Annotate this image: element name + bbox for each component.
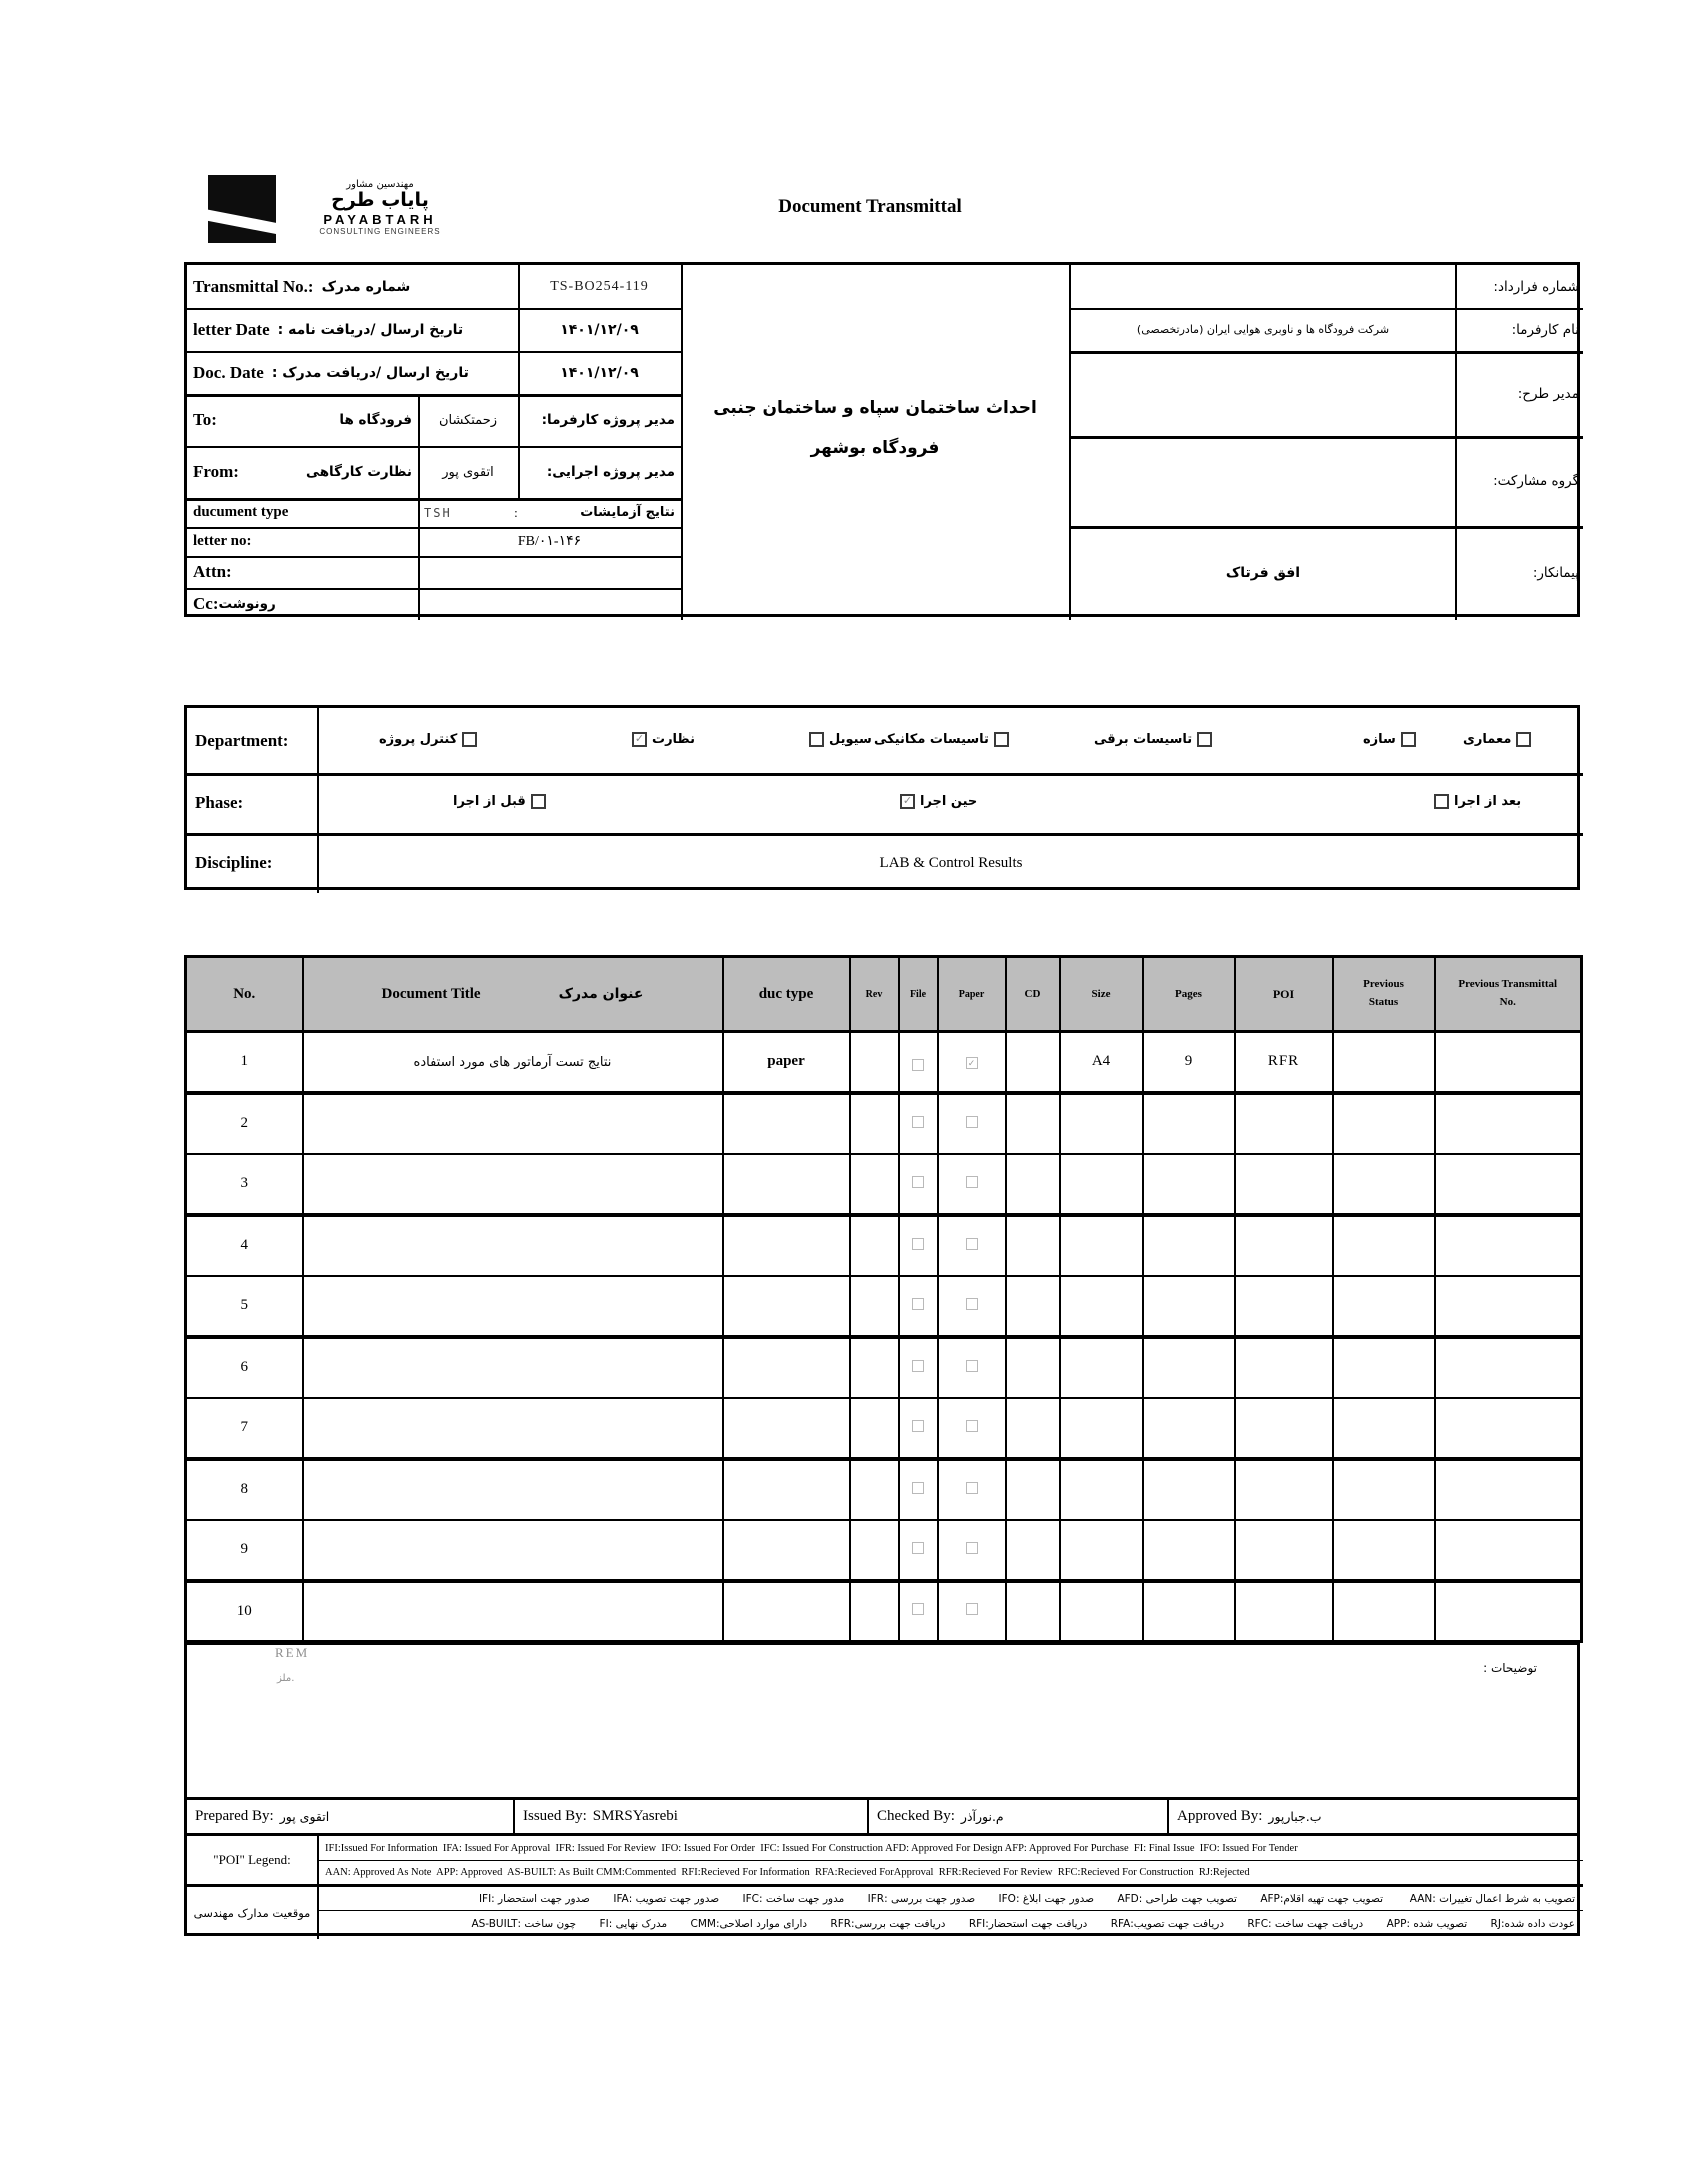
file-checkbox[interactable] (912, 1059, 924, 1071)
checkbox[interactable] (1516, 732, 1531, 747)
paper-checkbox[interactable]: ✓ (966, 1057, 978, 1069)
col-title: Document Title عنوان مدرک (303, 957, 723, 1032)
company-logo (208, 175, 488, 253)
file-checkbox[interactable] (912, 1176, 924, 1188)
row-no: 4 (186, 1215, 303, 1276)
poi-legend (184, 1833, 1580, 1936)
legend-fa-line-2: عودت داده شده:RJ تصویب شده :APP دریافت جهت ساخت :RFC دریافت جهت تصویب:RFA دریافت جهت استحضار:RFI دریافت جهت بررسی:RFR دارای موارد اصلاحی:CMM مدرک نهایی :FI چون ساخت :AS-BUILT (471, 1917, 1575, 1930)
paper-checkbox[interactable] (966, 1116, 978, 1128)
jv-group-label: گروه مشارکت: (1493, 473, 1579, 489)
col-cd: CD (1006, 957, 1060, 1032)
row-no: 5 (186, 1276, 303, 1337)
logo-mark (208, 175, 276, 243)
col-pages: Pages (1143, 957, 1235, 1032)
table-row (186, 1398, 1582, 1459)
checkbox[interactable] (809, 732, 824, 747)
to-cell: To: فرودگاه ها (193, 410, 412, 429)
row-no: 10 (186, 1581, 303, 1642)
paper-checkbox[interactable] (966, 1238, 978, 1250)
file-checkbox[interactable] (912, 1238, 924, 1250)
department-option-control-project: کنترل پروژه (379, 732, 477, 747)
legend-fa-line-1: تصویب به شرط اعمال تغییرات :AAN تصویب جهت تهیه اقلام:AFP تصویب جهت طراحی :AFD صدور جهت ابلاغ :IFO صدور جهت بررسی :IFR مدور جهت ساخت :IFC صدور جهت تصویب :IFA صدور جهت استحضار :IFI (478, 1892, 1575, 1905)
notes-label: توضیحات : (1483, 1661, 1537, 1675)
row-no: 3 (186, 1154, 303, 1215)
department-option-supervision: ✓ نظارت (632, 732, 695, 747)
contractor-value: افق فرتاک (1225, 565, 1301, 581)
logo-name-fa: پایاب طرح (331, 189, 429, 211)
col-paper: Paper (938, 957, 1006, 1032)
department-option-structure: سازه (1363, 732, 1416, 747)
signature-row (184, 1797, 1580, 1836)
letter-date-label: letter Date تاریخ ارسال /دریافت نامه : (193, 319, 464, 339)
row-no: 2 (186, 1093, 303, 1154)
department-option-electrical: تاسیسات برقی (1094, 732, 1212, 747)
checkbox[interactable]: ✓ (900, 794, 915, 809)
document-type-fa: نتایج آزمایشات (580, 505, 675, 520)
checkbox[interactable]: ✓ (632, 732, 647, 747)
col-file: File (899, 957, 938, 1032)
paper-checkbox[interactable] (966, 1603, 978, 1615)
logo-subtitle-en: CONSULTING ENGINEERS (319, 226, 441, 236)
phase-option-before-execution: قبل از اجرا (453, 794, 546, 809)
project-title-line1: احداث ساختمان سپاه و ساختمان جنبی (713, 397, 1037, 418)
prepared-by: Prepared By: اتقوی پور (195, 1808, 330, 1824)
letter-no-value: FB/۰۱-۱۴۶ (517, 534, 582, 549)
col-duc-type: duc type (723, 957, 850, 1032)
file-checkbox[interactable] (912, 1298, 924, 1310)
documents-table (184, 955, 1583, 1643)
row-no: 6 (186, 1337, 303, 1398)
row-no: 1 (186, 1032, 303, 1093)
table-row (186, 1459, 1582, 1520)
department-option-civil: سیویل (809, 732, 872, 747)
department-option-mechanical: تاسیسات مکانیکی (874, 732, 1009, 747)
col-size: Size (1060, 957, 1143, 1032)
checkbox[interactable] (1197, 732, 1212, 747)
file-checkbox[interactable] (912, 1420, 924, 1432)
from-cell: From: نظارت کارگاهی (193, 462, 412, 481)
checkbox[interactable] (1434, 794, 1449, 809)
doc-status-label: موقعیت مدارک مهندسی (193, 1906, 311, 1920)
page-title: Document Transmittal (778, 196, 962, 217)
logo-slash (208, 208, 276, 237)
department-label: Department: (195, 730, 289, 750)
letter-date-value: ۱۴۰۱/۱۲/۰۹ (560, 321, 639, 338)
phase-option-after-execution: بعد از اجرا (1434, 794, 1521, 809)
document-type-value: TSH : نتایج آزمایشات (424, 504, 675, 520)
row-no: 9 (186, 1520, 303, 1581)
legend-line-2: AAN: Approved As Note APP: Approved AS-BUILT: As Built CMM:Commented RFI:Recieved For Information RFA:Recieved ForApproval RFR:Recieved For Review RFC:Recieved For Construction RJ:Rejected (325, 1867, 1250, 1878)
paper-checkbox[interactable] (966, 1176, 978, 1188)
file-checkbox[interactable] (912, 1116, 924, 1128)
doc-date-label: Doc. Date تاریخ ارسال /دریافت مدرک : (193, 362, 469, 382)
discipline-value: LAB & Control Results (879, 854, 1023, 871)
legend-line-1: IFI:Issued For Information IFA: Issued For Approval IFR: Issued For Review IFO: Issued For Order IFC: Issued For Construction AFD: Approved For Design AFP: Approved For Purchase FI: Final Issue IFO: Issued For Tender (325, 1842, 1298, 1854)
paper-checkbox[interactable] (966, 1420, 978, 1432)
issued-by: Issued By: SMRSYasrebi (523, 1808, 678, 1824)
to-role-label: مدیر پروژه کارفرما: (541, 412, 675, 428)
rem-faint-text-2: ملز. (277, 1673, 295, 1684)
col-poi: POI (1235, 957, 1333, 1032)
checkbox[interactable] (531, 794, 546, 809)
from-role-label: مدیر پروژه اجرایی: (546, 464, 675, 480)
transmittal-no-label: Transmittal No.: شماره مدرک (193, 276, 411, 296)
attn-label: Attn: (193, 562, 232, 581)
col-rev: Rev (850, 957, 899, 1032)
table-row (186, 1337, 1582, 1398)
client-name-value: شرکت فرودگاه ها و ناوبری هوایی ایران (مادرتخصصی) (1136, 323, 1390, 336)
paper-checkbox[interactable] (966, 1482, 978, 1494)
from-name: اتقوی پور (442, 464, 494, 480)
paper-checkbox[interactable] (966, 1360, 978, 1372)
project-title (683, 265, 1067, 620)
table-row (186, 1215, 1582, 1276)
file-checkbox[interactable] (912, 1482, 924, 1494)
department-option-architecture: معماری (1463, 732, 1531, 747)
paper-checkbox[interactable] (966, 1298, 978, 1310)
doc-date-value: ۱۴۰۱/۱۲/۰۹ (560, 364, 639, 381)
document-type-code: TSH (424, 505, 452, 520)
row-size: A4 (1060, 1032, 1143, 1093)
table-row (186, 1276, 1582, 1337)
rem-faint-text: REM (275, 1645, 310, 1660)
checkbox[interactable] (994, 732, 1009, 747)
checkbox[interactable] (1401, 732, 1416, 747)
transmittal-no-value: TS-BO254-119 (550, 278, 649, 294)
table-row (186, 1581, 1582, 1642)
table-row (186, 1154, 1582, 1215)
contractor-label: پیمانکار: (1532, 565, 1579, 581)
header-table (184, 262, 1580, 617)
logo-name-en: PAYABTARH (323, 211, 437, 227)
file-checkbox[interactable] (912, 1360, 924, 1372)
approved-by: Approved By: ب.جبارپور (1177, 1808, 1322, 1824)
document-type-label: ducument type (193, 504, 289, 520)
row-no: 7 (186, 1398, 303, 1459)
row-poi: RFR (1235, 1032, 1333, 1093)
paper-checkbox[interactable] (966, 1542, 978, 1554)
table-row (186, 1032, 1582, 1093)
discipline-label: Discipline: (195, 853, 273, 872)
col-prev-status: Previous Status (1333, 957, 1435, 1032)
poi-legend-label: "POI" Legend: (213, 1852, 291, 1867)
checked-by: Checked By: م.نورآذر (877, 1808, 1004, 1824)
letter-no-label: letter no: (193, 533, 252, 549)
cc-label: Cc: رونوشت (193, 594, 276, 613)
client-label: نام کارفرما: (1511, 321, 1579, 338)
col-no: No. (186, 957, 303, 1032)
to-name: زحمتکشان (438, 412, 498, 428)
file-checkbox[interactable] (912, 1603, 924, 1615)
design-manager-label: مدیر طرح: (1517, 385, 1579, 402)
row-title: نتایج تست آرماتور های مورد استفاده (303, 1032, 723, 1093)
classification-table (184, 705, 1580, 890)
row-pages: 9 (1143, 1032, 1235, 1093)
row-duc-type: paper (723, 1032, 850, 1093)
logo-consultant-fa: مهندسین مشاور (346, 179, 414, 190)
table-row (186, 1093, 1582, 1154)
file-checkbox[interactable] (912, 1542, 924, 1554)
row-no: 8 (186, 1459, 303, 1520)
remarks-box (184, 1642, 1580, 1800)
table-row (186, 1520, 1582, 1581)
col-prev-transmittal: Previous Transmittal No. (1435, 957, 1582, 1032)
phase-label: Phase: (195, 793, 244, 812)
checkbox[interactable] (462, 732, 477, 747)
phase-option-during-execution: ✓ حین اجرا (900, 794, 977, 809)
contract-no-label: شماره فرارداد: (1493, 278, 1579, 295)
project-title-line2: فرودگاه بوشهر (810, 437, 940, 458)
